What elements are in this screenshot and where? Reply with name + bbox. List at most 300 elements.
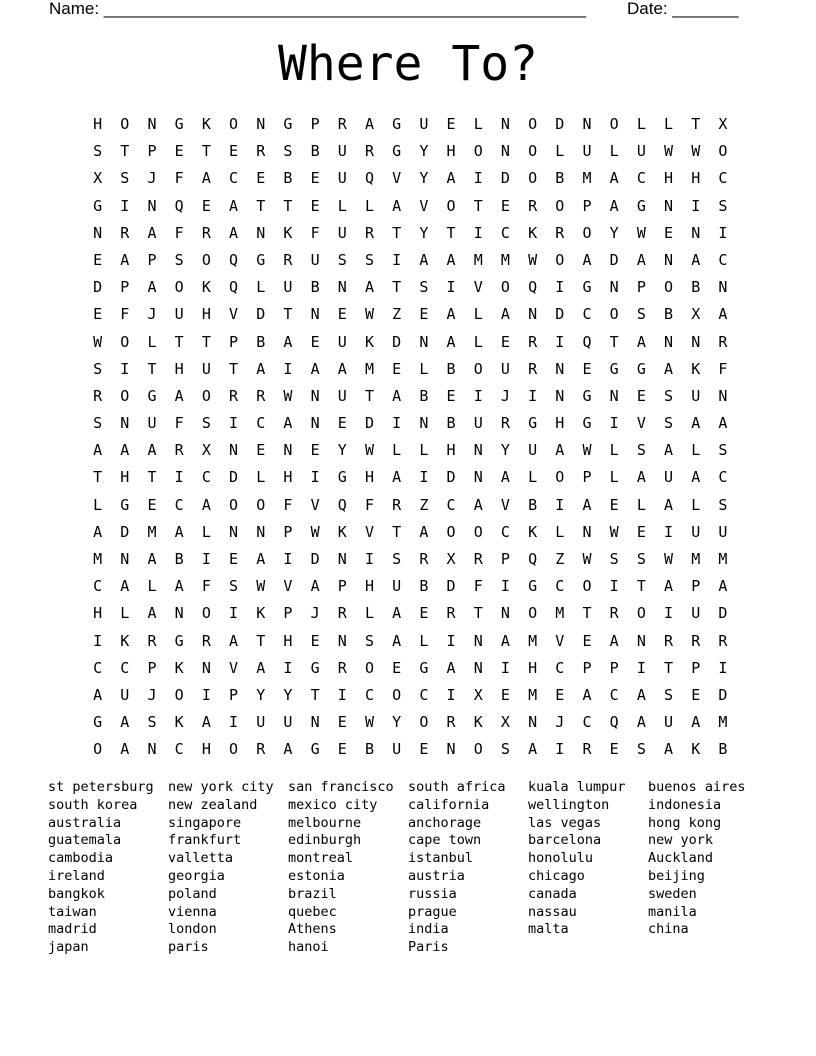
grid-letter: D: [256, 305, 266, 324]
grid-letter: T: [229, 359, 239, 378]
grid-letter: X: [718, 115, 728, 133]
grid-letter: E: [93, 250, 103, 269]
grid-row: [84, 274, 737, 301]
grid-letter: I: [283, 550, 293, 568]
grid-letter: T: [201, 332, 211, 351]
grid-letter: O: [473, 522, 483, 541]
word-item: bangkok: [48, 885, 105, 902]
grid-letter: C: [500, 522, 510, 541]
page-title: Where To?: [277, 36, 539, 92]
grid-letter: E: [446, 115, 456, 133]
grid-letter: T: [283, 305, 293, 324]
grid-letter: K: [201, 278, 211, 297]
word-item: buenos aires: [648, 779, 746, 795]
grid-letter: R: [229, 386, 239, 405]
grid-letter: U: [636, 142, 646, 161]
grid-letter: R: [120, 223, 130, 242]
grid-letter: S: [174, 250, 184, 269]
grid-letter: U: [337, 223, 347, 242]
word-column: [288, 779, 408, 957]
grid-letter: U: [392, 740, 402, 759]
grid-letter: S: [229, 577, 239, 596]
word-item: Paris: [408, 939, 449, 956]
grid-letter: Q: [582, 332, 592, 351]
grid-letter: A: [718, 577, 728, 596]
grid-letter: L: [147, 332, 157, 351]
grid-letter: N: [283, 441, 293, 460]
grid-letter: N: [500, 115, 510, 133]
grid-letter: A: [93, 441, 103, 460]
grid-letter: U: [392, 577, 402, 596]
grid-letter: N: [337, 631, 347, 650]
grid-letter: V: [310, 495, 320, 514]
grid-letter: N: [419, 332, 429, 351]
word-item: new york: [648, 832, 714, 849]
word-item: vienna: [168, 903, 217, 920]
grid-letter: K: [528, 223, 538, 242]
grid-letter: T: [392, 522, 402, 541]
grid-letter: Q: [174, 196, 184, 215]
grid-row: [84, 301, 737, 328]
grid-letter: W: [609, 522, 619, 541]
name-field: Name: ___________________________________________________: [49, 0, 586, 18]
grid-letter: T: [446, 223, 456, 242]
word-item: georgia: [168, 867, 225, 884]
grid-letter: V: [636, 414, 646, 433]
grid-letter: S: [636, 441, 646, 460]
grid-letter: D: [446, 468, 456, 487]
grid-letter: U: [337, 169, 347, 188]
grid-letter: S: [201, 414, 211, 433]
grid-letter: Y: [419, 223, 429, 242]
grid-letter: F: [201, 577, 211, 596]
grid-letter: E: [392, 359, 402, 378]
grid-letter: O: [636, 604, 646, 623]
grid-letter: A: [446, 169, 456, 188]
grid-letter: N: [555, 359, 565, 378]
grid-letter: K: [283, 223, 293, 242]
grid-letter: H: [93, 115, 103, 133]
grid-letter: A: [147, 441, 157, 460]
grid-letter: O: [201, 604, 211, 623]
word-item: hanoi: [288, 939, 329, 956]
grid-letter: A: [147, 550, 157, 568]
grid-letter: H: [446, 142, 456, 161]
grid-letter: A: [691, 250, 701, 269]
grid-letter: N: [120, 414, 130, 433]
grid-letter: A: [364, 115, 374, 133]
grid-letter: X: [691, 305, 701, 324]
grid-letter: I: [201, 550, 211, 568]
grid-letter: N: [609, 278, 619, 297]
grid-letter: L: [555, 142, 565, 161]
grid-letter: L: [419, 631, 429, 650]
grid-letter: F: [120, 305, 130, 324]
grid-letter: N: [718, 278, 728, 297]
word-item: wellington: [528, 796, 610, 813]
grid-letter: D: [718, 604, 728, 623]
grid-letter: V: [392, 169, 402, 188]
grid-letter: K: [528, 522, 538, 541]
grid-letter: E: [419, 740, 429, 759]
grid-letter: X: [201, 441, 211, 460]
grid-letter: A: [93, 522, 103, 541]
grid-letter: N: [528, 305, 538, 324]
grid-letter: C: [201, 468, 211, 487]
grid-letter: R: [555, 223, 565, 242]
grid-letter: C: [500, 223, 510, 242]
grid-letter: G: [582, 278, 592, 297]
grid-letter: I: [528, 386, 538, 405]
word-item: estonia: [288, 867, 345, 884]
grid-letter: L: [664, 115, 674, 133]
grid-letter: Z: [555, 550, 565, 568]
grid-letter: A: [500, 631, 510, 650]
grid-letter: H: [446, 441, 456, 460]
grid-letter: I: [283, 658, 293, 677]
grid-letter: T: [93, 468, 103, 487]
grid-letter: N: [582, 522, 592, 541]
grid-letter: S: [636, 550, 646, 568]
grid-letter: J: [147, 305, 157, 324]
grid-letter: A: [364, 278, 374, 297]
grid-letter: G: [283, 115, 293, 133]
grid-letter: U: [283, 278, 293, 297]
grid-letter: A: [419, 522, 429, 541]
word-column: [408, 779, 528, 957]
grid-letter: B: [310, 278, 320, 297]
grid-letter: E: [174, 142, 184, 161]
grid-letter: A: [718, 414, 728, 433]
grid-letter: G: [528, 577, 538, 596]
grid-letter: E: [337, 414, 347, 433]
grid-letter: T: [392, 223, 402, 242]
grid-letter: G: [93, 713, 103, 732]
grid-letter: W: [528, 250, 538, 269]
word-item: paris: [168, 939, 209, 956]
grid-letter: U: [691, 604, 701, 623]
grid-letter: A: [664, 740, 674, 759]
grid-letter: A: [636, 713, 646, 732]
grid-letter: A: [120, 740, 130, 759]
grid-letter: A: [283, 332, 293, 351]
word-item: south africa: [408, 779, 506, 795]
grid-letter: A: [120, 713, 130, 732]
grid-letter: W: [582, 550, 592, 568]
grid-letter: G: [337, 468, 347, 487]
grid-letter: C: [364, 685, 374, 704]
grid-letter: A: [446, 658, 456, 677]
grid-letter: N: [256, 115, 266, 133]
grid-letter: N: [310, 713, 320, 732]
word-item: quebec: [288, 903, 337, 920]
grid-letter: F: [473, 577, 483, 596]
grid-letter: S: [120, 169, 130, 188]
word-item: istanbul: [408, 850, 474, 867]
grid-letter: D: [555, 305, 565, 324]
grid-row: [84, 628, 737, 655]
grid-letter: A: [609, 169, 619, 188]
grid-letter: H: [283, 468, 293, 487]
grid-letter: C: [718, 468, 728, 487]
grid-letter: J: [500, 386, 510, 405]
grid-letter: P: [691, 658, 701, 677]
grid-letter: D: [392, 332, 402, 351]
grid-letter: W: [664, 550, 674, 568]
grid-letter: G: [582, 386, 592, 405]
grid-letter: D: [500, 169, 510, 188]
grid-letter: F: [364, 495, 374, 514]
grid-letter: H: [664, 169, 674, 188]
grid-row: [84, 709, 737, 736]
grid-letter: L: [392, 441, 402, 460]
grid-letter: I: [120, 359, 130, 378]
grid-letter: E: [310, 332, 320, 351]
grid-letter: M: [582, 169, 592, 188]
grid-letter: I: [93, 631, 103, 650]
grid-letter: G: [174, 115, 184, 133]
grid-letter: I: [229, 604, 239, 623]
grid-letter: X: [93, 169, 103, 188]
grid-letter: O: [473, 740, 483, 759]
grid-letter: L: [691, 441, 701, 460]
grid-letter: T: [636, 577, 646, 596]
grid-letter: R: [174, 441, 184, 460]
word-item: montreal: [288, 850, 354, 867]
grid-letter: A: [582, 685, 592, 704]
grid-letter: R: [582, 740, 592, 759]
grid-letter: A: [500, 305, 510, 324]
grid-letter: N: [120, 550, 130, 568]
grid-letter: P: [609, 658, 619, 677]
word-item: new zealand: [168, 796, 258, 813]
grid-letter: Y: [337, 441, 347, 460]
word-item: guatemala: [48, 832, 122, 849]
grid-letter: E: [256, 169, 266, 188]
grid-letter: P: [582, 196, 592, 215]
grid-letter: M: [93, 550, 103, 568]
grid-letter: I: [174, 468, 184, 487]
grid-letter: Y: [283, 685, 293, 704]
grid-letter: R: [283, 250, 293, 269]
grid-letter: S: [664, 414, 674, 433]
grid-row: [84, 546, 737, 573]
grid-letter: G: [419, 658, 429, 677]
word-item: Auckland: [648, 850, 714, 867]
grid-letter: E: [337, 713, 347, 732]
grid-letter: U: [256, 713, 266, 732]
grid-letter: M: [528, 631, 538, 650]
grid-letter: E: [609, 495, 619, 514]
grid-letter: L: [256, 278, 266, 297]
grid-letter: K: [120, 631, 130, 650]
grid-letter: K: [337, 522, 347, 541]
grid-letter: G: [636, 196, 646, 215]
grid-row: [84, 111, 737, 138]
grid-letter: N: [473, 631, 483, 650]
grid-letter: A: [691, 468, 701, 487]
grid-letter: E: [500, 196, 510, 215]
grid-letter: L: [364, 196, 374, 215]
grid-row: [84, 573, 737, 600]
grid-letter: A: [256, 658, 266, 677]
grid-letter: A: [419, 250, 429, 269]
grid-letter: B: [283, 169, 293, 188]
grid-letter: U: [664, 468, 674, 487]
grid-letter: I: [446, 685, 456, 704]
word-item: Athens: [288, 921, 337, 938]
grid-row: [84, 437, 737, 464]
grid-letter: V: [500, 495, 510, 514]
grid-letter: U: [473, 414, 483, 433]
grid-letter: L: [636, 495, 646, 514]
grid-letter: X: [473, 685, 483, 704]
grid-letter: R: [147, 631, 157, 650]
grid-letter: I: [636, 658, 646, 677]
grid-letter: Q: [609, 713, 619, 732]
grid-letter: R: [419, 550, 429, 568]
grid-letter: A: [636, 250, 646, 269]
word-item: indonesia: [648, 796, 722, 813]
grid-letter: L: [337, 196, 347, 215]
grid-letter: O: [582, 223, 592, 242]
grid-letter: Q: [229, 250, 239, 269]
word-bank: [48, 779, 768, 957]
grid-letter: I: [120, 196, 130, 215]
grid-letter: R: [528, 196, 538, 215]
grid-letter: H: [364, 468, 374, 487]
word-item: melbourne: [288, 814, 362, 831]
grid-letter: A: [229, 196, 239, 215]
grid-letter: C: [582, 305, 592, 324]
grid-letter: P: [500, 550, 510, 568]
grid-letter: C: [174, 740, 184, 759]
grid-letter: C: [229, 169, 239, 188]
grid-letter: A: [473, 495, 483, 514]
grid-letter: P: [337, 577, 347, 596]
grid-letter: N: [609, 386, 619, 405]
grid-letter: E: [664, 223, 674, 242]
grid-letter: S: [364, 631, 374, 650]
grid-letter: I: [310, 468, 320, 487]
grid-letter: N: [691, 332, 701, 351]
grid-letter: C: [446, 495, 456, 514]
grid-letter: U: [310, 250, 320, 269]
grid-letter: R: [392, 495, 402, 514]
grid-letter: G: [120, 495, 130, 514]
grid-letter: B: [528, 495, 538, 514]
grid-letter: A: [120, 441, 130, 460]
grid-letter: O: [528, 169, 538, 188]
grid-letter: N: [337, 550, 347, 568]
grid-letter: A: [174, 522, 184, 541]
grid-letter: M: [500, 250, 510, 269]
grid-letter: V: [229, 658, 239, 677]
grid-letter: I: [718, 658, 728, 677]
grid-letter: I: [664, 604, 674, 623]
grid-letter: B: [364, 740, 374, 759]
grid-letter: N: [256, 522, 266, 541]
grid-letter: A: [283, 414, 293, 433]
word-item: anchorage: [408, 814, 482, 831]
grid-letter: N: [473, 658, 483, 677]
grid-letter: R: [718, 332, 728, 351]
grid-letter: O: [120, 332, 130, 351]
grid-letter: L: [93, 495, 103, 514]
word-item: edinburgh: [288, 832, 362, 849]
grid-letter: O: [229, 495, 239, 514]
grid-letter: W: [636, 223, 646, 242]
grid-letter: C: [256, 414, 266, 433]
grid-letter: P: [582, 468, 592, 487]
grid-letter: W: [582, 441, 592, 460]
grid-letter: O: [609, 115, 619, 133]
grid-letter: U: [283, 713, 293, 732]
grid-letter: I: [609, 577, 619, 596]
grid-letter: A: [310, 577, 320, 596]
word-item: new york city: [168, 779, 274, 795]
grid-letter: C: [718, 169, 728, 188]
grid-letter: I: [229, 713, 239, 732]
grid-letter: S: [93, 359, 103, 378]
grid-letter: P: [120, 278, 130, 297]
grid-letter: R: [201, 223, 211, 242]
grid-letter: A: [256, 359, 266, 378]
grid-letter: N: [419, 414, 429, 433]
grid-letter: T: [364, 386, 374, 405]
grid-letter: A: [392, 468, 402, 487]
grid-letter: K: [256, 604, 266, 623]
grid-letter: E: [93, 305, 103, 324]
grid-letter: L: [609, 441, 619, 460]
grid-letter: E: [310, 631, 320, 650]
grid-letter: E: [229, 142, 239, 161]
grid-letter: S: [147, 713, 157, 732]
grid-letter: I: [473, 386, 483, 405]
word-item: honolulu: [528, 850, 594, 867]
grid-letter: B: [419, 577, 429, 596]
grid-letter: N: [147, 740, 157, 759]
grid-letter: K: [174, 658, 184, 677]
grid-letter: E: [419, 305, 429, 324]
grid-letter: G: [310, 658, 320, 677]
grid-letter: T: [256, 196, 266, 215]
grid-letter: N: [337, 278, 347, 297]
grid-letter: D: [93, 278, 103, 297]
grid-letter: D: [364, 414, 374, 433]
grid-letter: T: [582, 604, 592, 623]
grid-letter: S: [364, 250, 374, 269]
grid-letter: C: [718, 250, 728, 269]
grid-letter: S: [392, 550, 402, 568]
grid-letter: U: [201, 359, 211, 378]
grid-letter: A: [174, 386, 184, 405]
grid-letter: N: [201, 658, 211, 677]
grid-letter: G: [528, 414, 538, 433]
grid-letter: R: [364, 142, 374, 161]
grid-letter: I: [229, 414, 239, 433]
grid-letter: N: [310, 305, 320, 324]
grid-letter: D: [120, 522, 130, 541]
word-item: malta: [528, 921, 569, 938]
grid-letter: S: [93, 142, 103, 161]
grid-letter: A: [664, 495, 674, 514]
grid-letter: B: [555, 169, 565, 188]
grid-letter: L: [419, 441, 429, 460]
grid-letter: Y: [419, 169, 429, 188]
grid-letter: N: [718, 386, 728, 405]
grid-letter: O: [555, 196, 565, 215]
